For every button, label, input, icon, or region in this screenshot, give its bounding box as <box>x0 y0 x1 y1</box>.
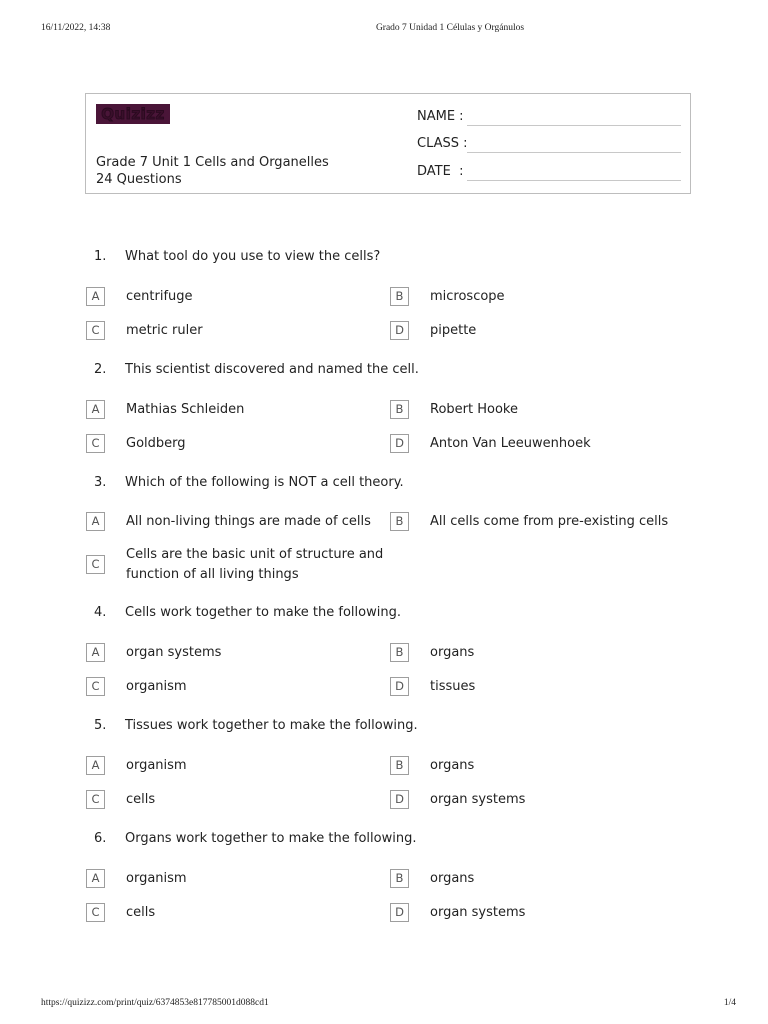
question-number: 5. <box>94 718 107 733</box>
option-text: organs <box>430 871 475 886</box>
option-text: Cells are the basic unit of structure and function of all living things <box>126 547 384 582</box>
option-text: organ systems <box>430 905 526 920</box>
option-letter-box: C <box>86 434 105 453</box>
option-text: organ systems <box>126 645 222 660</box>
option-letter-box: B <box>390 287 409 306</box>
option-text: Mathias Schleiden <box>126 402 245 417</box>
option-letter-box: B <box>390 869 409 888</box>
option-letter-box: D <box>390 903 409 922</box>
option-text: Robert Hooke <box>430 402 518 417</box>
option-text: microscope <box>430 289 505 304</box>
option-text: organism <box>126 679 187 694</box>
name-field-line[interactable] <box>467 125 681 126</box>
option-letter-box: A <box>86 287 105 306</box>
option-text: organs <box>430 645 475 660</box>
class-field-line[interactable] <box>467 152 681 153</box>
option-letter-box: A <box>86 643 105 662</box>
date-field-label: DATE : <box>417 164 464 179</box>
option-text: metric ruler <box>126 323 203 338</box>
option-letter-box: C <box>86 677 105 696</box>
question-text: This scientist discovered and named the cell. <box>125 362 419 377</box>
option-letter-box: A <box>86 400 105 419</box>
option-letter-box: B <box>390 400 409 419</box>
option-text: All non-living things are made of cells <box>126 514 371 529</box>
question-text: Organs work together to make the following. <box>125 831 417 846</box>
option-letter-box: C <box>86 903 105 922</box>
question-text: Cells work together to make the following. <box>125 605 401 620</box>
option-text: All cells come from pre-existing cells <box>430 514 669 529</box>
option-letter-box: D <box>390 434 409 453</box>
question-number: 6. <box>94 831 107 846</box>
date-field-line[interactable] <box>467 180 681 181</box>
option-letter-box: B <box>390 756 409 775</box>
question-number: 3. <box>94 475 107 490</box>
option-letter-box: B <box>390 643 409 662</box>
option-letter-box: A <box>86 512 105 531</box>
question-text: Tissues work together to make the following. <box>125 718 418 733</box>
option-text: organism <box>126 758 187 773</box>
option-text: organ systems <box>430 792 526 807</box>
print-header <box>0 23 768 37</box>
option-letter-box: D <box>390 790 409 809</box>
question-number: 2. <box>94 362 107 377</box>
option-letter-box: D <box>390 677 409 696</box>
option-letter-box: C <box>86 321 105 340</box>
option-letter-box: A <box>86 869 105 888</box>
option-text: organs <box>430 758 475 773</box>
option-text: Goldberg <box>126 436 186 451</box>
name-field-label: NAME : <box>417 109 464 124</box>
option-text: Anton Van Leeuwenhoek <box>430 436 591 451</box>
option-text: pipette <box>430 323 477 338</box>
option-letter-box: D <box>390 321 409 340</box>
question-text: What tool do you use to view the cells? <box>125 249 381 264</box>
option-text: centrifuge <box>126 289 193 304</box>
print-datetime: 16/11/2022, 14:38 <box>41 23 111 33</box>
page-number: 1/4 <box>723 998 736 1008</box>
option-letter-box: C <box>86 790 105 809</box>
quiz-title: Grade 7 Unit 1 Cells and Organelles <box>96 155 329 170</box>
option-text: organism <box>126 871 187 886</box>
question-count: 24 Questions <box>96 172 182 187</box>
class-field-label: CLASS : <box>417 136 468 151</box>
option-text: tissues <box>430 679 476 694</box>
print-url: https://quizizz.com/print/quiz/6374853e817785001d088cd1 <box>41 998 269 1008</box>
question-number: 4. <box>94 605 107 620</box>
option-letter-box: B <box>390 512 409 531</box>
option-text: cells <box>126 792 156 807</box>
option-text: cells <box>126 905 156 920</box>
question-number: 1. <box>94 249 107 264</box>
option-letter-box: A <box>86 756 105 775</box>
print-title: Grado 7 Unidad 1 Células y Orgánulos <box>375 23 525 33</box>
quiz-info-box <box>85 93 691 194</box>
print-footer <box>0 998 768 1012</box>
quizizz-logo: Quizizz <box>96 104 170 124</box>
option-letter-box: C <box>86 555 105 574</box>
question-text: Which of the following is NOT a cell theory. <box>125 475 404 490</box>
